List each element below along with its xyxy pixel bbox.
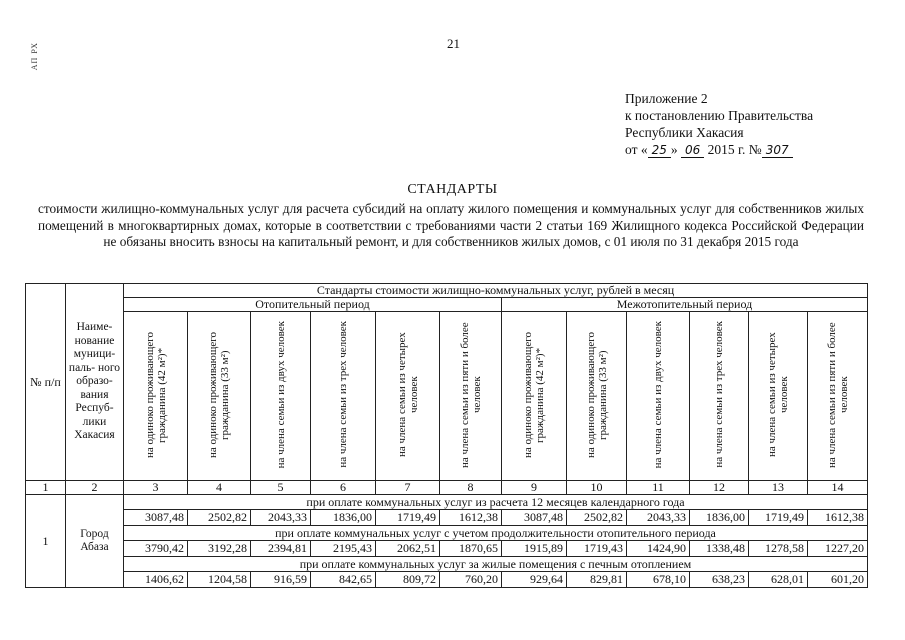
subheader-cell [749,312,808,481]
value-cell: 1719,49 [376,510,440,526]
value-cell: 2394,81 [251,541,311,557]
value-cell: 628,01 [749,572,808,588]
decree-number: 307 [762,143,793,158]
value-cell: 1278,58 [749,541,808,557]
subheader-cell [440,312,502,481]
appendix-line-3: Республики Хакасия [625,125,744,140]
document-title: СТАНДАРТЫ [407,182,498,197]
value-cell: 638,23 [690,572,749,588]
value-cell: 2195,43 [311,541,376,557]
column-number: 5 [251,481,311,495]
column-number: 6 [311,481,376,495]
section-label: при оплате коммунальных услуг с учетом продолжительности отопительного периода [124,526,868,541]
date-prefix: от « [625,142,648,157]
column-number: 2 [66,481,124,495]
value-cell: 2502,82 [567,510,627,526]
header-heating-period: Отопительный период [124,298,502,312]
subheader-cell [567,312,627,481]
value-cell: 842,65 [311,572,376,588]
section-label: при оплате коммунальных услуг за жилые помещения с печным отоплением [124,557,868,572]
value-cell: 1719,43 [567,541,627,557]
value-cell: 678,10 [627,572,690,588]
appendix-line-1: Приложение 2 [625,91,708,106]
appendix-line-2: к постановлению Правительства [625,108,814,123]
header-non-heating-period: Межотопительный период [502,298,868,312]
standards-table [25,283,868,588]
value-cell: 760,20 [440,572,502,588]
subheader-label: на одиноко проживающего гражданина (33 м²) [584,331,609,458]
side-stamp: АП РХ [30,42,39,71]
table-row [26,510,868,526]
subheader-label: на члена семьи из пяти и более человек [458,321,483,468]
column-number: 1 [26,481,66,495]
value-cell: 1836,00 [311,510,376,526]
column-number: 9 [502,481,567,495]
value-cell: 3087,48 [502,510,567,526]
row-number: 1 [26,495,66,588]
column-number: 3 [124,481,188,495]
value-cell: 1612,38 [808,510,868,526]
value-cell: 2502,82 [188,510,251,526]
subheader-cell [188,312,251,481]
subheader-cell [690,312,749,481]
subheader-label: на члена семьи из двух человек [652,320,664,469]
subheader-cell [502,312,567,481]
column-number: 8 [440,481,502,495]
value-cell: 2043,33 [627,510,690,526]
subheader-cell [251,312,311,481]
value-cell: 1204,58 [188,572,251,588]
page-number: 21 [447,36,460,51]
value-cell: 1719,49 [749,510,808,526]
subheader-cell [808,312,868,481]
value-cell: 1915,89 [502,541,567,557]
appendix-date-line [625,141,813,159]
column-number: 7 [376,481,440,495]
header-no: № п/п [26,284,66,481]
value-cell: 601,20 [808,572,868,588]
value-cell: 809,72 [376,572,440,588]
column-number: 14 [808,481,868,495]
value-cell: 1612,38 [440,510,502,526]
municipality-name: Город Абаза [66,495,124,588]
subheader-label: на члена семьи из четырех человек [766,332,790,457]
date-day: 25 [648,143,671,158]
column-number: 10 [567,481,627,495]
subheader-cell [627,312,690,481]
value-cell: 1227,20 [808,541,868,557]
section-label: при оплате коммунальных услуг из расчета 12 месяцев календарного года [124,495,868,510]
table-row [26,572,868,588]
date-mid: » [670,142,678,157]
subheader-label: на члена семьи из четырех человек [395,332,420,457]
subheader-label: на члена семьи из трех человек [337,321,349,468]
header-municipality: Наиме- нование муници- паль- ного образо- вания Респуб- лики Хакасия [66,284,124,481]
value-cell: 2043,33 [251,510,311,526]
column-number: 12 [690,481,749,495]
table-row [26,541,868,557]
subheader-cell [311,312,376,481]
subheader-label: на одиноко проживающего гражданина (33 м²) [207,331,231,458]
value-cell: 1870,65 [440,541,502,557]
value-cell: 3087,48 [124,510,188,526]
subheader-label: на одиноко проживающего гражданина (42 м²)* [522,331,546,458]
value-cell: 3192,28 [188,541,251,557]
subheader-label: на члена семьи из двух человек [274,320,287,469]
header-main: Стандарты стоимости жилищно-коммунальных услуг, рублей в месяц [124,284,868,298]
value-cell: 829,81 [567,572,627,588]
subheader-label: на одиноко проживающего гражданина (42 м²)* [143,331,168,458]
subheader-label: на члена семьи из трех человек [713,321,725,468]
value-cell: 1424,90 [627,541,690,557]
appendix-block [625,90,813,159]
document-subtitle: стоимости жилищно-коммунальных услуг для расчета субсидий на оплату жилого помещения и коммунальных услуг для собственников жилых помещений в многоквартирных домах, которые в соответствии с требованиями части 2 статьи 169 Жилищного кодекса Российской Федерации не обязаны вносить взносы на капитальный ремонт, и для собственников жилых домов, с 01 июля по 31 декабря 2015 года [38,201,864,249]
value-cell: 1836,00 [690,510,749,526]
date-month: 06 [681,143,704,158]
column-number: 11 [627,481,690,495]
value-cell: 929,64 [502,572,567,588]
value-cell: 2062,51 [376,541,440,557]
value-cell: 916,59 [251,572,311,588]
column-number: 4 [188,481,251,495]
date-year: 2015 г. № [707,142,762,157]
subheader-label: на члена семьи из пяти и более человек [825,321,850,468]
subheader-cell [376,312,440,481]
column-number: 13 [749,481,808,495]
value-cell: 1338,48 [690,541,749,557]
subheader-cell [124,312,188,481]
value-cell: 1406,62 [124,572,188,588]
value-cell: 3790,42 [124,541,188,557]
